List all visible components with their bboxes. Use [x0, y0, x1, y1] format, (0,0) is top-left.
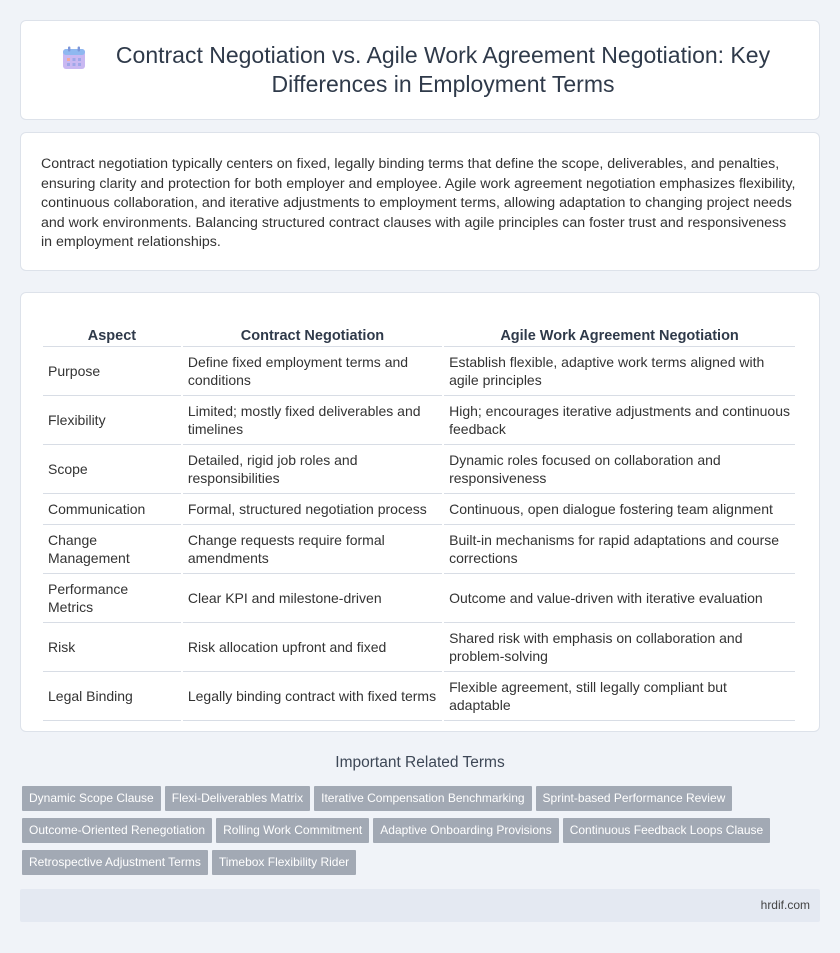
cell-aspect: Scope [43, 445, 181, 494]
table-row [43, 574, 795, 623]
cell-agile: Establish flexible, adaptive work terms aligned with agile principles [444, 347, 795, 396]
cell-contract: Risk allocation upfront and fixed [183, 623, 442, 672]
page-title: Contract Negotiation vs. Agile Work Agreement Negotiation: Key Differences in Employment Terms [115, 42, 771, 97]
cell-aspect: Risk [43, 623, 181, 672]
cell-contract: Change requests require formal amendments [183, 525, 442, 574]
table-header-row [43, 313, 795, 347]
cell-agile: Outcome and value-driven with iterative evaluation [444, 574, 795, 623]
cell-aspect: Legal Binding [43, 672, 181, 721]
cell-contract: Detailed, rigid job roles and responsibilities [183, 445, 442, 494]
table-row [43, 672, 795, 721]
cell-contract: Define fixed employment terms and conditions [183, 347, 442, 396]
cell-agile: Flexible agreement, still legally compliant but adaptable [444, 672, 795, 721]
related-terms-heading: Important Related Terms [335, 754, 505, 771]
cell-aspect: Change Management [43, 525, 181, 574]
related-term-tag[interactable]: Retrospective Adjustment Terms [22, 850, 208, 875]
related-terms-list [22, 786, 822, 882]
related-term-tag[interactable]: Continuous Feedback Loops Clause [563, 818, 770, 843]
cell-agile: Built-in mechanisms for rapid adaptations and course corrections [444, 525, 795, 574]
cell-aspect: Flexibility [43, 396, 181, 445]
table-row [43, 347, 795, 396]
cell-agile: High; encourages iterative adjustments and continuous feedback [444, 396, 795, 445]
related-term-tag[interactable]: Outcome-Oriented Renegotiation [22, 818, 212, 843]
related-term-tag[interactable]: Flexi-Deliverables Matrix [165, 786, 310, 811]
header-aspect: Aspect [43, 313, 181, 347]
table-row [43, 396, 795, 445]
title-card [20, 20, 820, 120]
header-agile: Agile Work Agreement Negotiation [444, 313, 795, 347]
related-term-tag[interactable]: Rolling Work Commitment [216, 818, 369, 843]
calendar-icon [61, 45, 87, 71]
cell-aspect: Performance Metrics [43, 574, 181, 623]
related-term-tag[interactable]: Timebox Flexibility Rider [212, 850, 356, 875]
cell-aspect: Purpose [43, 347, 181, 396]
cell-agile: Continuous, open dialogue fostering team alignment [444, 494, 795, 525]
cell-contract: Clear KPI and milestone-driven [183, 574, 442, 623]
related-term-tag[interactable]: Dynamic Scope Clause [22, 786, 161, 811]
cell-contract: Legally binding contract with fixed terms [183, 672, 442, 721]
footer [20, 889, 820, 922]
table-row [43, 494, 795, 525]
footer-site-link[interactable]: hrdif.com [760, 898, 810, 912]
intro-paragraph: Contract negotiation typically centers on fixed, legally binding terms that define the scope, deliverables, and penalties, ensuring clarity and protection for both employer and employee. Agile work agreement negotiation emphasizes flexibility, continuous collaboration, and iterative adjustments to employment terms, allowing adaptation to changing project needs and work environments. Balancing structured contract clauses with agile principles can foster trust and responsiveness in employment relationships. [41, 156, 796, 251]
table-row [43, 623, 795, 672]
cell-aspect: Communication [43, 494, 181, 525]
comparison-table [41, 313, 797, 721]
cell-agile: Dynamic roles focused on collaboration and responsiveness [444, 445, 795, 494]
related-term-tag[interactable]: Iterative Compensation Benchmarking [314, 786, 531, 811]
comparison-table-card [20, 292, 820, 732]
cell-contract: Formal, structured negotiation process [183, 494, 442, 525]
related-term-tag[interactable]: Sprint-based Performance Review [536, 786, 733, 811]
cell-contract: Limited; mostly fixed deliverables and timelines [183, 396, 442, 445]
related-term-tag[interactable]: Adaptive Onboarding Provisions [373, 818, 558, 843]
cell-agile: Shared risk with emphasis on collaboration and problem-solving [444, 623, 795, 672]
table-row [43, 525, 795, 574]
table-row [43, 445, 795, 494]
intro-card [20, 132, 820, 271]
header-contract: Contract Negotiation [183, 313, 442, 347]
